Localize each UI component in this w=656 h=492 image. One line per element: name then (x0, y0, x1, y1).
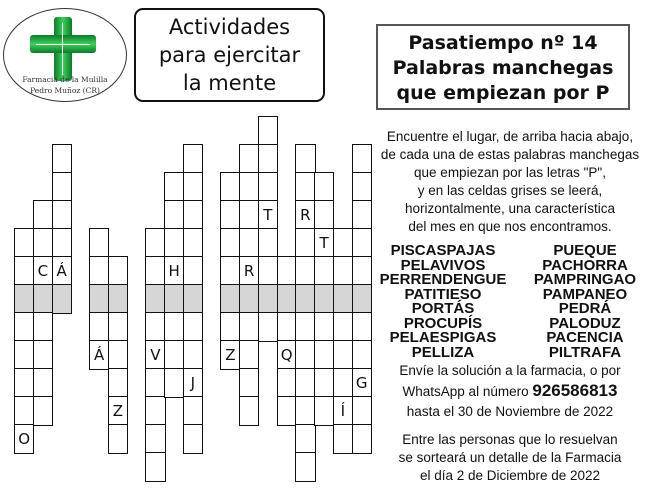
cross-highlight (62, 23, 63, 75)
grid-cell[interactable]: Í (333, 396, 353, 426)
grid-cell[interactable] (164, 200, 184, 230)
grid-cell[interactable] (89, 312, 109, 342)
grid-cell[interactable] (220, 200, 240, 230)
instruction-line: que empiezan por las letras "P", (414, 165, 606, 180)
grid-cell[interactable] (145, 256, 165, 286)
send-line: Envíe la solución a la farmacia, o por (399, 363, 621, 378)
grid-cell[interactable] (258, 312, 278, 342)
grid-cell[interactable]: V (145, 340, 165, 370)
grid-cell[interactable] (352, 144, 372, 174)
grey-answer-cell[interactable] (314, 284, 334, 314)
grid-cell[interactable] (14, 312, 34, 342)
grid-cell[interactable] (295, 228, 315, 258)
grey-answer-cell[interactable] (333, 284, 353, 314)
grid-cell[interactable] (295, 396, 315, 426)
prize-draw-info (362, 431, 656, 485)
grid-cell[interactable]: R (295, 200, 315, 230)
grid-cell[interactable] (239, 396, 259, 426)
grid-cell[interactable] (52, 172, 72, 202)
word-item: PATITIESO (404, 285, 482, 303)
grid-cell[interactable] (220, 172, 240, 202)
grid-cell[interactable] (295, 368, 315, 398)
instruction-line: Encuentre el lugar, de arriba hacia abajo, (386, 129, 634, 144)
grid-cell[interactable] (145, 228, 165, 258)
word-item: PISCASPAJAS (390, 242, 496, 259)
grid-cell[interactable] (239, 228, 259, 258)
grid-cell[interactable] (352, 200, 372, 230)
grid-cell[interactable] (89, 228, 109, 258)
grid-cell[interactable] (145, 368, 165, 398)
grid-cell[interactable] (183, 424, 203, 454)
grid-cell[interactable] (145, 424, 165, 454)
word-item: PACENCIA (546, 329, 624, 346)
grid-cell[interactable] (314, 312, 334, 342)
grid-cell[interactable] (333, 340, 353, 370)
grid-cell[interactable] (52, 228, 72, 258)
grid-cell[interactable] (314, 256, 334, 286)
grid-cell[interactable] (164, 368, 184, 398)
grid-cell[interactable] (258, 144, 278, 174)
grid-cell[interactable] (183, 172, 203, 202)
instruction-line: del mes en que nos encontramos. (408, 219, 612, 234)
grid-cell[interactable] (220, 256, 240, 286)
word-item: PUEQUE (553, 242, 617, 259)
grey-answer-cell[interactable] (239, 284, 259, 314)
word-item: PORTÁS (411, 300, 475, 317)
grey-answer-cell[interactable] (89, 284, 109, 314)
grid-cell[interactable] (33, 368, 53, 398)
grid-cell[interactable] (108, 424, 128, 454)
grey-answer-cell[interactable] (33, 284, 53, 314)
grid-cell[interactable] (352, 396, 372, 426)
cross-highlight (36, 44, 90, 45)
grid-cell[interactable] (14, 256, 34, 286)
puzzle-header (376, 24, 630, 110)
grid-cell[interactable] (239, 368, 259, 398)
draw-line: Entre las personas que lo resuelvan (402, 432, 618, 447)
grid-cell[interactable] (164, 312, 184, 342)
grid-cell[interactable] (277, 312, 297, 342)
grey-answer-cell[interactable] (295, 284, 315, 314)
grid-cell[interactable] (108, 256, 128, 286)
grid-cell[interactable] (314, 172, 334, 202)
grid-cell[interactable] (108, 312, 128, 342)
grid-cell[interactable] (295, 424, 315, 454)
grid-cell[interactable] (145, 452, 165, 482)
word-list-right (516, 244, 654, 360)
submission-info (362, 361, 656, 422)
grid-cell[interactable] (14, 228, 34, 258)
title-line: para ejercitar (158, 43, 301, 67)
grid-cell[interactable] (295, 144, 315, 174)
grid-cell[interactable] (314, 340, 334, 370)
instructions (362, 128, 656, 236)
grey-answer-cell[interactable] (164, 284, 184, 314)
grid-cell[interactable] (258, 116, 278, 146)
grid-cell[interactable] (239, 340, 259, 370)
grid-cell[interactable] (145, 312, 165, 342)
grid-cell[interactable] (352, 424, 372, 454)
grid-cell[interactable] (352, 340, 372, 370)
grid-cell[interactable] (164, 228, 184, 258)
grid-cell[interactable] (277, 368, 297, 398)
grid-cell[interactable]: T (258, 200, 278, 230)
logo-location: Pedro Muñoz (CR) (30, 86, 100, 95)
grid-cell[interactable] (258, 172, 278, 202)
grey-answer-cell[interactable] (220, 284, 240, 314)
grey-answer-cell[interactable] (52, 284, 72, 314)
grid-cell[interactable] (52, 200, 72, 230)
grid-cell[interactable]: G (352, 368, 372, 398)
activities-title (134, 8, 325, 102)
grid-cell[interactable] (164, 340, 184, 370)
grey-answer-cell[interactable] (14, 284, 34, 314)
grid-cell[interactable] (258, 228, 278, 258)
word-item: PERRENDENGUE (379, 271, 507, 288)
grid-cell[interactable] (183, 144, 203, 174)
grid-cell[interactable] (33, 228, 53, 258)
grid-cell[interactable] (239, 144, 259, 174)
word-item: PACHORRA (542, 256, 628, 274)
word-item: PAMPANEO (542, 285, 628, 303)
instruction-line: y en las celdas grises se leerá, (417, 183, 603, 198)
grid-cell[interactable]: R (239, 256, 259, 286)
grid-cell[interactable] (220, 312, 240, 342)
grid-cell[interactable] (239, 172, 259, 202)
grid-cell[interactable] (239, 312, 259, 342)
grid-cell[interactable] (183, 200, 203, 230)
grid-cell[interactable] (33, 200, 53, 230)
grid-cell[interactable] (145, 396, 165, 426)
word-item: PEDRÁ (558, 300, 612, 317)
grid-cell[interactable]: H (164, 256, 184, 286)
grid-cell[interactable] (314, 200, 334, 230)
draw-date: el día 2 de Diciembre de 2022 (419, 468, 601, 483)
grid-cell[interactable] (164, 172, 184, 202)
grid-cell[interactable] (333, 424, 353, 454)
phone-number: 926586813 (532, 381, 618, 400)
title-line: la mente (182, 71, 277, 95)
grey-answer-cell[interactable] (145, 284, 165, 314)
grid-cell[interactable]: Á (52, 256, 72, 286)
grid-cell[interactable] (333, 312, 353, 342)
grid-cell[interactable]: Z (108, 396, 128, 426)
word-item: PELLIZA (411, 343, 475, 361)
draw-line: se sorteará un detalle de la Farmacia (398, 450, 622, 465)
word-item: PELAESPIGAS (389, 329, 497, 346)
grid-cell[interactable] (183, 340, 203, 370)
grid-cell[interactable] (352, 228, 372, 258)
grid-cell[interactable]: T (314, 228, 334, 258)
grid-cell[interactable] (52, 144, 72, 174)
grey-answer-cell[interactable] (258, 284, 278, 314)
grid-cell[interactable]: Á (89, 340, 109, 370)
grid-cell[interactable] (277, 396, 297, 426)
grid-cell[interactable] (314, 368, 334, 398)
grid-cell[interactable] (220, 228, 240, 258)
grid-cell[interactable] (33, 396, 53, 426)
grid-cell[interactable] (314, 396, 334, 426)
grid-cell[interactable] (14, 396, 34, 426)
word-item: PROCUPÍS (403, 314, 483, 332)
grid-cell[interactable] (108, 340, 128, 370)
grid-cell[interactable] (352, 312, 372, 342)
grid-cell[interactable] (333, 368, 353, 398)
grid-cell[interactable] (333, 228, 353, 258)
word-item: PAMPRINGAO (533, 271, 637, 288)
grid-cell[interactable] (295, 340, 315, 370)
grid-cell[interactable] (333, 256, 353, 286)
grid-cell[interactable] (352, 256, 372, 286)
grid-cell[interactable] (108, 368, 128, 398)
grid-cell[interactable] (183, 228, 203, 258)
grid-cell[interactable] (258, 256, 278, 286)
instruction-line: horizontalmente, una característica (404, 201, 616, 216)
grid-cell[interactable] (295, 452, 315, 482)
grid-cell[interactable] (295, 312, 315, 342)
grey-answer-cell[interactable] (277, 284, 297, 314)
whatsapp-label: WhatsApp al número (402, 384, 529, 399)
puzzle-number: Pasatiempo nº 14 (408, 32, 598, 54)
grid-cell[interactable] (183, 312, 203, 342)
grid-cell[interactable] (352, 172, 372, 202)
grid-cell[interactable] (295, 172, 315, 202)
pharmacy-logo (3, 8, 127, 102)
grey-answer-cell[interactable] (183, 284, 203, 314)
header-line: que empiezan por P (396, 82, 610, 104)
grid-cell[interactable]: J (183, 368, 203, 398)
title-line: Actividades (168, 15, 291, 39)
grid-cell[interactable]: C (33, 256, 53, 286)
grid-cell[interactable]: O (14, 424, 34, 454)
logo-name: Farmacia de la Mulilla (22, 75, 108, 84)
grid-cell[interactable] (14, 340, 34, 370)
grid-cell[interactable]: Z (220, 340, 240, 370)
grid-cell[interactable] (183, 396, 203, 426)
whatsapp-line (362, 381, 656, 402)
grey-answer-cell[interactable] (108, 284, 128, 314)
deadline: hasta el 30 de Noviembre de 2022 (406, 404, 614, 419)
word-item: PILTRAFA (548, 343, 622, 361)
grid-cell[interactable] (277, 256, 297, 286)
grid-cell[interactable] (295, 256, 315, 286)
header-line: Palabras manchegas (392, 57, 614, 79)
grid-cell[interactable] (14, 368, 34, 398)
grey-answer-cell[interactable] (352, 284, 372, 314)
grid-cell[interactable] (89, 256, 109, 286)
instruction-line: de cada una de estas palabras manchegas (380, 147, 640, 162)
grid-cell[interactable] (33, 312, 53, 342)
word-item: PELAVIVOS (400, 256, 486, 274)
grid-cell[interactable] (33, 340, 53, 370)
grid-cell[interactable] (183, 256, 203, 286)
grid-cell[interactable]: Q (277, 340, 297, 370)
word-list-left (372, 244, 514, 360)
grid-cell[interactable] (239, 200, 259, 230)
word-item: PALODUZ (549, 314, 621, 332)
